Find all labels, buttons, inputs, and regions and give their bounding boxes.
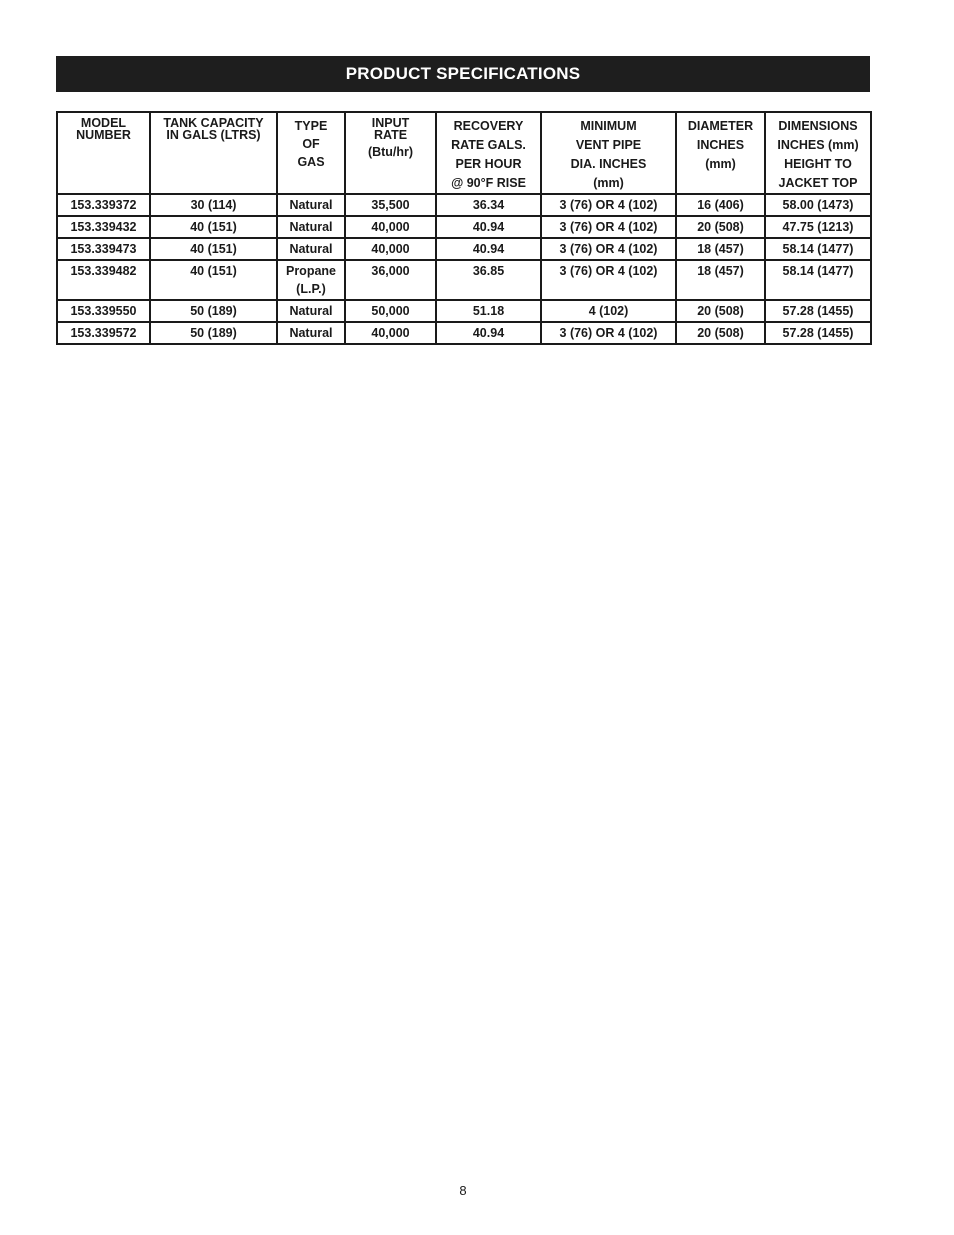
header-dimensions: DIMENSIONS INCHES (mm) HEIGHT TO JACKET TOP [765, 112, 871, 194]
cell-vent-pipe: 3 (76) OR 4 (102) [541, 260, 676, 300]
cell-vent-pipe: 3 (76) OR 4 (102) [541, 238, 676, 260]
cell-model-number: 153.339432 [57, 216, 150, 238]
cell-dimensions: 58.14 (1477) [765, 260, 871, 300]
table-row [57, 300, 871, 322]
page-number: 8 [459, 1183, 467, 1198]
cell-tank-capacity: 40 (151) [150, 260, 277, 300]
cell-type-of-gas: Natural [277, 194, 345, 216]
cell-vent-pipe: 3 (76) OR 4 (102) [541, 216, 676, 238]
cell-input-rate: 40,000 [345, 322, 436, 344]
cell-dimensions: 47.75 (1213) [765, 216, 871, 238]
table-row [57, 216, 871, 238]
cell-tank-capacity: 50 (189) [150, 300, 277, 322]
cell-diameter: 20 (508) [676, 300, 765, 322]
cell-model-number: 153.339473 [57, 238, 150, 260]
header-diameter: DIAMETER INCHES (mm) [676, 112, 765, 194]
header-tank-capacity: TANK CAPACITY IN GALS (LTRS) [150, 112, 277, 194]
cell-input-rate: 35,500 [345, 194, 436, 216]
cell-vent-pipe: 3 (76) OR 4 (102) [541, 322, 676, 344]
cell-type-of-gas: Propane (L.P.) [277, 260, 345, 300]
cell-vent-pipe: 3 (76) OR 4 (102) [541, 194, 676, 216]
cell-dimensions: 57.28 (1455) [765, 322, 871, 344]
cell-tank-capacity: 50 (189) [150, 322, 277, 344]
cell-diameter: 16 (406) [676, 194, 765, 216]
cell-recovery-rate: 40.94 [436, 216, 541, 238]
product-specifications-table [56, 111, 872, 345]
table-row [57, 322, 871, 344]
table-row [57, 238, 871, 260]
cell-tank-capacity: 40 (151) [150, 216, 277, 238]
cell-dimensions: 58.14 (1477) [765, 238, 871, 260]
cell-dimensions: 57.28 (1455) [765, 300, 871, 322]
cell-model-number: 153.339550 [57, 300, 150, 322]
cell-recovery-rate: 36.34 [436, 194, 541, 216]
cell-type-of-gas: Natural [277, 238, 345, 260]
table-header-row [57, 112, 871, 194]
cell-tank-capacity: 40 (151) [150, 238, 277, 260]
cell-recovery-rate: 51.18 [436, 300, 541, 322]
header-input-rate: INPUT RATE (Btu/hr) [345, 112, 436, 194]
cell-diameter: 18 (457) [676, 238, 765, 260]
cell-recovery-rate: 40.94 [436, 322, 541, 344]
cell-input-rate: 36,000 [345, 260, 436, 300]
cell-diameter: 20 (508) [676, 216, 765, 238]
cell-vent-pipe: 4 (102) [541, 300, 676, 322]
table-body [57, 194, 871, 344]
table-row [57, 194, 871, 216]
table-row [57, 260, 871, 300]
cell-input-rate: 40,000 [345, 216, 436, 238]
cell-tank-capacity: 30 (114) [150, 194, 277, 216]
cell-dimensions: 58.00 (1473) [765, 194, 871, 216]
cell-type-of-gas: Natural [277, 322, 345, 344]
header-model-number: MODEL NUMBER [57, 112, 150, 194]
header-type-of-gas: TYPE OF GAS [277, 112, 345, 194]
cell-model-number: 153.339372 [57, 194, 150, 216]
cell-input-rate: 40,000 [345, 238, 436, 260]
cell-diameter: 20 (508) [676, 322, 765, 344]
cell-diameter: 18 (457) [676, 260, 765, 300]
cell-model-number: 153.339482 [57, 260, 150, 300]
cell-recovery-rate: 40.94 [436, 238, 541, 260]
cell-type-of-gas: Natural [277, 300, 345, 322]
section-title: PRODUCT SPECIFICATIONS [56, 56, 870, 92]
header-recovery-rate: RECOVERY RATE GALS. PER HOUR @ 90°F RISE [436, 112, 541, 194]
header-minimum-vent-pipe: MINIMUM VENT PIPE DIA. INCHES (mm) [541, 112, 676, 194]
cell-input-rate: 50,000 [345, 300, 436, 322]
cell-model-number: 153.339572 [57, 322, 150, 344]
cell-type-of-gas: Natural [277, 216, 345, 238]
cell-recovery-rate: 36.85 [436, 260, 541, 300]
